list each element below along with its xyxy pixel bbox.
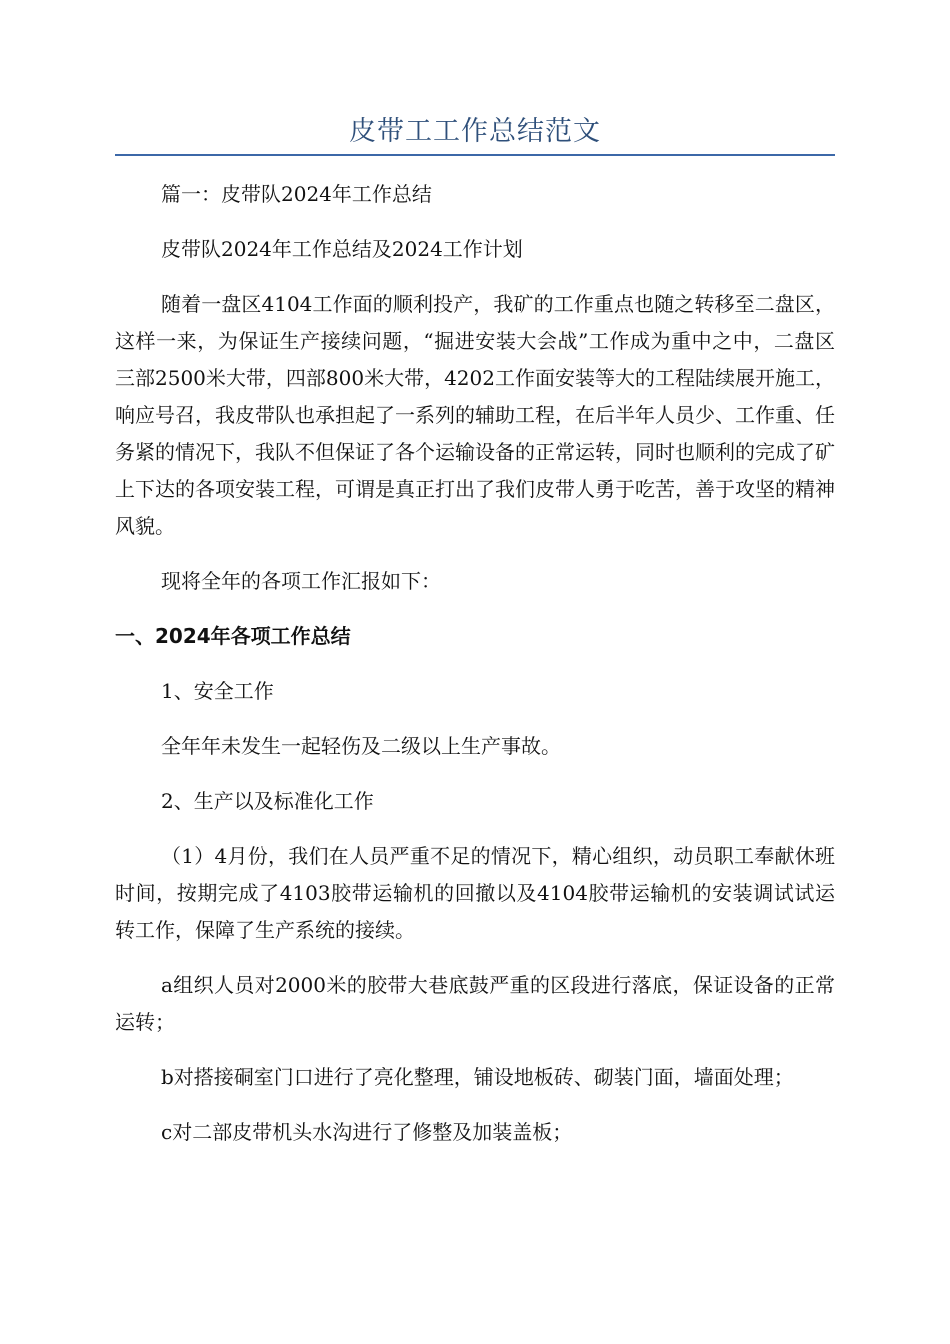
title-underline — [115, 154, 835, 156]
item-production-heading: 2、生产以及标准化工作 — [161, 789, 374, 813]
document-title: 皮带工工作总结范文 — [349, 116, 601, 147]
safety-paragraph: 全年年未发生一起轻伤及二级以上生产事故。 — [161, 734, 561, 758]
list-item-a: a组织人员对2000米的胶带大巷底鼓严重的区段进行落底，保证设备的正常运转； — [115, 973, 835, 1034]
heading-work-summary: 一、2024年各项工作总结 — [115, 624, 351, 648]
item-safety-heading: 1、安全工作 — [161, 679, 274, 703]
production-paragraph-1: （1）4月份，我们在人员严重不足的情况下，精心组织，动员职工奉献休班时间，按期完成了4103胶带运输机的回撤以及4104胶带运输机的安装调试试运转工作，保障了生产系统的接续。 — [115, 844, 835, 942]
section-heading-article-one: 篇一：皮带队2024年工作总结 — [161, 182, 432, 206]
intro-paragraph: 随着一盘区4104工作面的顺利投产，我矿的工作重点也随之转移至二盘区，这样一来，为保证生产接续问题，“掘进安装大会战”工作成为重中之中，二盘区三部2500米大带，四部800米大带，4202工作面安装等大的工程陆续展开施工，响应号召，我皮带队也承担起了一系列的辅助工程，在后半年人员少、工作重、任务紧的情况下，我队不但保证了各个运输设备的正常运转，同时也顺利的完成了矿上下达的各项安装工程，可谓是真正打出了我们皮带人勇于吃苦，善于攻坚的精神风貌。 — [115, 292, 835, 538]
document-body — [115, 176, 835, 1169]
report-lead-in: 现将全年的各项工作汇报如下： — [161, 569, 441, 593]
list-item-b: b对搭接硐室门口进行了亮化整理，铺设地板砖、砌装门面，墙面处理； — [161, 1065, 794, 1089]
list-item-c: c对二部皮带机头水沟进行了修整及加装盖板； — [161, 1120, 573, 1144]
subtitle-summary-plan: 皮带队2024年工作总结及2024工作计划 — [161, 237, 523, 261]
